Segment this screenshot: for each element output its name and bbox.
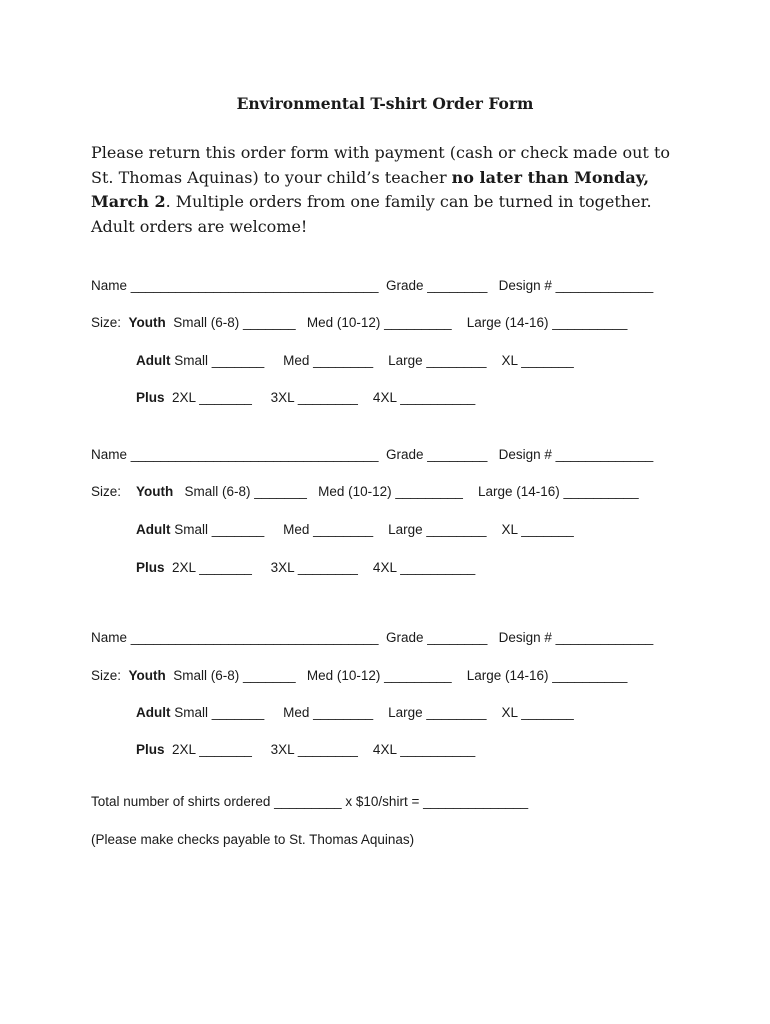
deadline-text: no later than Monday, March 2 [91, 167, 650, 211]
instructions-paragraph [91, 141, 691, 239]
checks-payable-note: (Please make checks payable to St. Thomas Aquinas) [91, 832, 415, 847]
size-label: Size: [91, 484, 137, 499]
total-shirts-line: Total number of shirts ordered _________ x $10/shirt = ______________ [91, 794, 529, 809]
instructions-text-continued: . Multiple orders from one family can be turned in together. Adult orders are welcome! [91, 192, 652, 236]
name-grade-design-row: Name _________________________________ Grade ________ Design # _____________ [91, 630, 654, 645]
youth-size-fields: Small (6-8) _______ Med (10-12) _________ Large (14-16) __________ [165, 668, 628, 683]
instructions-text: Please return this order form with payment (cash or check made out to St. Thomas Aquinas) to your child’s teacher [91, 143, 671, 187]
plus-label: Plus [136, 742, 165, 757]
youth-label: Youth [128, 668, 166, 683]
adult-label: Adult [136, 705, 171, 720]
name-grade-design-row: Name _________________________________ Grade ________ Design # _____________ [91, 278, 654, 293]
adult-label: Adult [136, 522, 171, 537]
plus-size-row [136, 559, 475, 577]
youth-label: Youth [136, 484, 174, 499]
youth-size-fields: Small (6-8) _______ Med (10-12) _________ Large (14-16) __________ [165, 315, 628, 330]
size-label: Size: [91, 668, 129, 683]
adult-size-fields: Small _______ Med ________ Large ________ XL _______ [170, 705, 574, 720]
adult-size-row [136, 352, 574, 370]
adult-size-row [136, 521, 574, 539]
plus-size-row [136, 389, 475, 407]
adult-size-fields: Small _______ Med ________ Large ________ XL _______ [170, 522, 574, 537]
plus-size-row [136, 741, 475, 759]
youth-size-row [91, 314, 627, 332]
adult-label: Adult [136, 353, 171, 368]
form-title: Environmental T-shirt Order Form [236, 94, 534, 113]
youth-size-row [91, 483, 639, 501]
adult-size-fields: Small _______ Med ________ Large ________ XL _______ [170, 353, 574, 368]
name-grade-design-row: Name _________________________________ Grade ________ Design # _____________ [91, 447, 654, 462]
youth-label: Youth [128, 315, 166, 330]
youth-size-fields: Small (6-8) _______ Med (10-12) _________ Large (14-16) __________ [173, 484, 639, 499]
size-label: Size: [91, 315, 129, 330]
plus-label: Plus [136, 390, 165, 405]
youth-size-row [91, 667, 627, 685]
adult-size-row [136, 704, 574, 722]
plus-size-fields: 2XL _______ 3XL ________ 4XL __________ [164, 560, 476, 575]
plus-size-fields: 2XL _______ 3XL ________ 4XL __________ [164, 390, 476, 405]
plus-label: Plus [136, 560, 165, 575]
plus-size-fields: 2XL _______ 3XL ________ 4XL __________ [164, 742, 476, 757]
